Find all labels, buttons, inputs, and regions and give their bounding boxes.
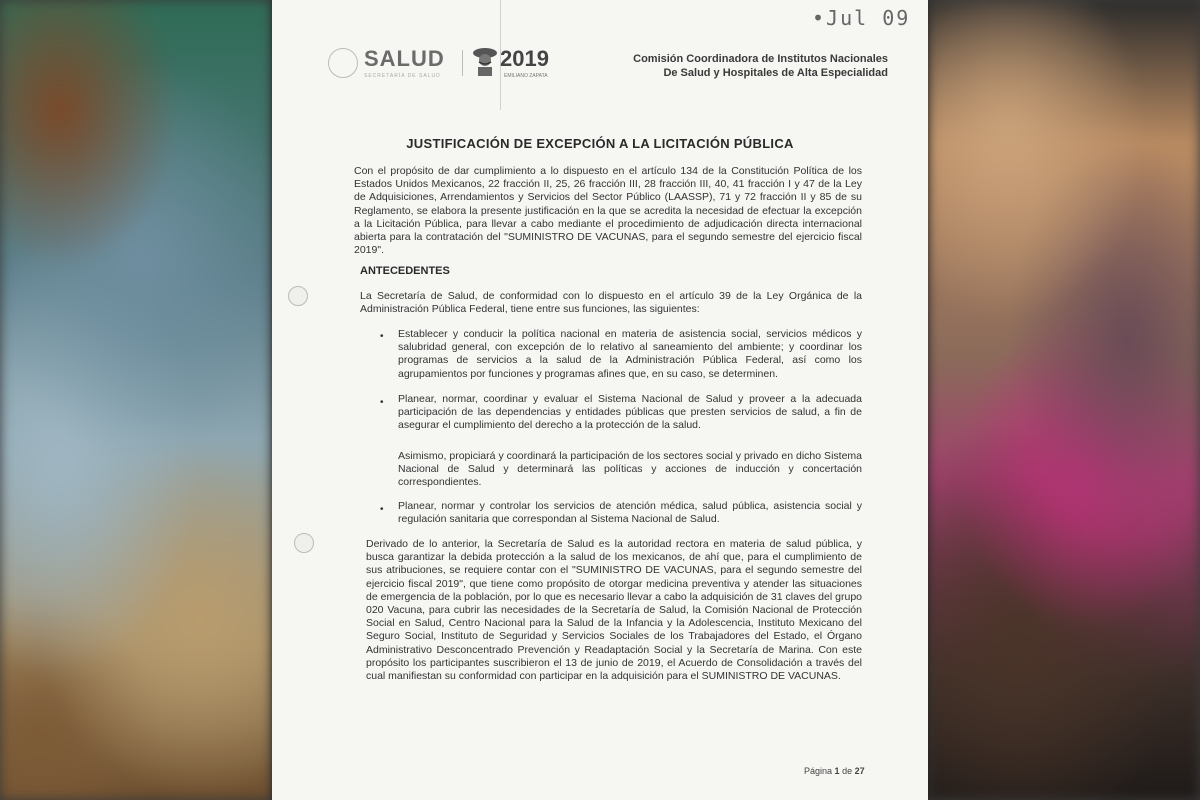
blurred-background-left [0,0,272,800]
date-stamp: •Jul 09 [812,6,911,30]
logo-divider [462,50,463,76]
page-of-label: de [842,766,853,776]
antecedentes-intro: La Secretaría de Salud, de conformidad con lo dispuesto en el artículo 39 de la Ley Orgánica de la Administración Pública Federal, tiene entre sus funciones, las siguientes: [360,290,862,316]
commission-name [633,52,888,80]
year-logo-text: 2019 [500,46,549,71]
function-item-1: Establecer y conducir la política nacional en materia de asistencia social, servicios médicos y salubridad general, con excepción de lo relativo al saneamiento del ambiente; y coordinar los programas de servicios a la salud de la Administración Pública Federal, así como los agrupamientos por funciones y programas afines que, en su caso, se determinen. [398,328,862,380]
bullet-marker: • [380,331,384,342]
document-header [328,46,888,86]
asimismo-paragraph: Asimismo, propiciará y coordinará la participación de los sectores social y privado en dicho Sistema Nacional de Salud y determinará las políticas y acciones de inducción y concertación correspondientes. [398,450,862,489]
commission-line-2: De Salud y Hospitales de Alta Especialidad [663,67,888,79]
page-number: 1 [834,766,840,776]
salud-logo-subtext: SECRETARÍA DE SALUD [364,73,441,79]
punch-hole [294,533,314,553]
salud-logo-text: SALUD [364,46,445,71]
bullet-marker: • [380,504,384,515]
page-footer [804,766,865,776]
government-seal-icon [328,48,358,78]
zapata-portrait-icon [472,46,498,76]
bullet-marker: • [380,397,384,408]
page-label: Página [804,766,833,776]
punch-hole [288,286,308,306]
page-total: 27 [854,766,865,776]
function-item-3: Planear, normar y controlar los servicios de atención médica, salud pública, asistencia social y regulación sanitaria que correspondan al Sistema Nacional de Salud. [398,500,862,526]
commission-line-1: Comisión Coordinadora de Institutos Nacionales [633,53,888,65]
blurred-background-right [928,0,1200,800]
function-item-2: Planear, normar, coordinar y evaluar el Sistema Nacional de Salud y proveer a la adecuada participación de las dependencias y entidades públicas que presten servicios de salud, a fin de asegurar el cumplimiento del derecho a la protección de la salud. [398,393,862,432]
derivado-paragraph: Derivado de lo anterior, la Secretaría de Salud es la autoridad rectora en materia de salud pública, y busca garantizar la debida protección a la salud de los mexicanos, de ahí que, para el cumplimiento de sus atribuciones, se requiere contar con el "SUMINISTRO DE VACUNAS, para el segundo semestre del ejercicio fiscal 2019", que tiene como propósito de otorgar medicina preventiva y atender las situaciones de emergencia de la población, por lo que es necesario llevar a cabo la adquisición de 31 claves del grupo 020 Vacuna, para cubrir las necesidades de la Secretaría de Salud, la Comisión Nacional de Protección Social en Salud, Centro Nacional para la Salud de la Infancia y la Adolescencia, Instituto Mexicano del Seguro Social, Instituto de Seguridad y Servicios Sociales de los Trabajadores del Estado, el Órgano Administrativo Desconcentrado Prevención y Readaptación Social y la Secretaría de Marina. Con este propósito los participantes suscribieron el 13 de junio de 2019, el Acuerdo de Consolidación a través del cual manifiestan su conformidad con participar en la adquisición para el SUMINISTRO DE VACUNAS. [366,538,862,683]
document-page [272,0,928,800]
year-logo-subtext: EMILIANO ZAPATA [504,73,548,79]
intro-paragraph: Con el propósito de dar cumplimiento a lo dispuesto en el artículo 134 de la Constitución Política de los Estados Unidos Mexicanos, 22 fracción II, 25, 26 fracción III, 28 fracción III, 40, 41 fracción I y 47 de la Ley de Adquisiciones, Arrendamientos y Servicios del Sector Público (LAASSP), 71 y 72 fracción II y 85 de su Reglamento, se elabora la presente justificación en la que se acredita la necesidad de efectuar la excepción a la Licitación Pública, para llevar a cabo mediante el procedimiento de adjudicación directa internacional abierta para la contratación del "SUMINISTRO DE VACUNAS, para el segundo semestre del ejercicio fiscal 2019". [354,165,862,257]
document-title: JUSTIFICACIÓN DE EXCEPCIÓN A LA LICITACIÓN PÚBLICA [406,136,794,151]
section-title-antecedentes: ANTECEDENTES [360,265,450,277]
